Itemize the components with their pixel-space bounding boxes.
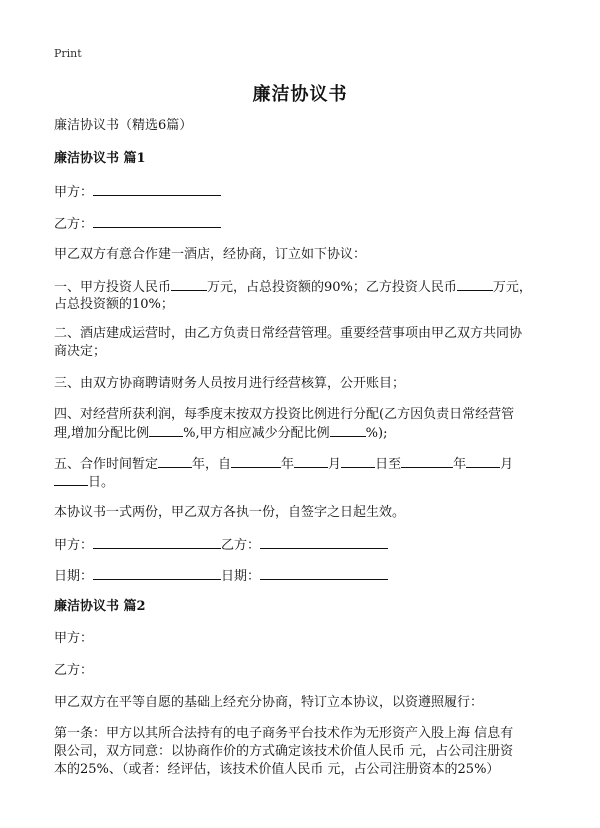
s1-party-a-line — [54, 183, 546, 202]
sign-a-label: 甲方： — [54, 538, 94, 553]
c5-blank-3 — [294, 455, 328, 468]
section2-heading: 廉洁协议书 篇2 — [54, 599, 146, 614]
sign-b-blank — [260, 536, 388, 549]
s1-party-b-blank — [93, 215, 221, 228]
c5-h: 日。 — [88, 475, 115, 490]
s1-party-a-blank — [93, 183, 221, 196]
s1-clause2-line1: 二、酒店建成运营时，由乙方负责日常经营管理。重要经营事项由甲乙双方共同协 — [54, 326, 523, 341]
c4-a: 理,增加分配比例 — [54, 426, 150, 441]
s1-clause5-line2 — [54, 473, 546, 492]
date-a-blank — [93, 567, 221, 580]
sign-b-label: 乙方： — [221, 538, 261, 553]
s1-clause1-line2: 占总投资额的10%； — [54, 297, 174, 312]
c5-g: 月 — [500, 457, 514, 472]
s2-intro: 甲乙双方在平等自愿的基础上经充分协商，特订立本协议，以资遵照履行： — [54, 695, 484, 710]
s1-party-b-label: 乙方： — [54, 217, 94, 232]
s2-party-b: 乙方： — [54, 663, 94, 678]
c5-e: 日至 — [375, 457, 402, 472]
document-subtitle: 廉洁协议书（精选6篇） — [54, 118, 193, 133]
sign-a-blank — [93, 536, 221, 549]
s1-clause3: 三、由双方协商聘请财务人员按月进行经营核算，公开账目； — [54, 376, 406, 391]
s2-article1-line2: 限公司，双方同意：以协商作价的方式确定该技术价值人民币 元，占公司注册资 — [54, 744, 514, 759]
s1-sign-line — [54, 536, 546, 555]
s1-intro: 甲乙双方有意合作建一酒店，经协商，订立如下协议： — [54, 247, 367, 262]
s2-article1-line3: 本的25%、（或者：经评估，该技术价值人民币 元，占公司注册资本的25%） — [54, 762, 500, 777]
c5-blank-1 — [158, 455, 192, 468]
s1-clause2-line2: 商决定； — [54, 344, 107, 359]
c5-blank-7 — [54, 473, 88, 486]
s1-date-line — [54, 567, 546, 586]
s2-party-a: 甲方： — [54, 631, 94, 646]
date-a-label: 日期： — [54, 569, 94, 584]
print-label[interactable]: Print — [54, 47, 82, 60]
date-b-blank — [260, 567, 388, 580]
s1-clause5-line1 — [54, 455, 546, 474]
c5-blank-5 — [401, 455, 453, 468]
s1-party-b-line — [54, 215, 546, 234]
document-title: 廉洁协议书 — [252, 84, 348, 105]
s2-article1-line1: 第一条：甲方以其所合法持有的电子商务平台技术作为无形资产入股上海 信息有 — [54, 726, 514, 741]
s1-clause4-line1: 四、对经营所获利润，每季度末按双方投资比例进行分配(乙方因负责日常经营管 — [54, 407, 515, 422]
s1-clause4-line2 — [54, 424, 546, 443]
section1-heading: 廉洁协议书 篇1 — [54, 151, 146, 166]
c4-b: %,甲方相应减少分配比例 — [183, 426, 330, 441]
s1-party-a-label: 甲方： — [54, 185, 94, 200]
date-b-label: 日期： — [221, 569, 261, 584]
c5-d: 月 — [328, 457, 342, 472]
c5-blank-2 — [231, 455, 281, 468]
s1-clause1-line1 — [54, 278, 546, 297]
c5-c: 年 — [281, 457, 295, 472]
s1-effect: 本协议书一式两份，甲乙双方各执一份，自签字之日起生效。 — [54, 505, 406, 520]
c4-blank-1 — [149, 424, 183, 437]
c5-b: 年，自 — [192, 457, 232, 472]
c1-blank-1 — [171, 278, 207, 291]
c1-a: 一、甲方投资人民币 — [54, 280, 172, 295]
c5-blank-6 — [466, 455, 500, 468]
c1-b: 万元，占总投资额的90%；乙方投资人民币 — [207, 280, 457, 295]
c1-c: 万元， — [492, 280, 532, 295]
c5-blank-4 — [341, 455, 375, 468]
c4-c: %); — [365, 426, 388, 441]
c5-f: 年 — [453, 457, 467, 472]
c5-a: 五、合作时间暂定 — [54, 457, 159, 472]
c4-blank-2 — [330, 424, 366, 437]
c1-blank-2 — [457, 278, 493, 291]
